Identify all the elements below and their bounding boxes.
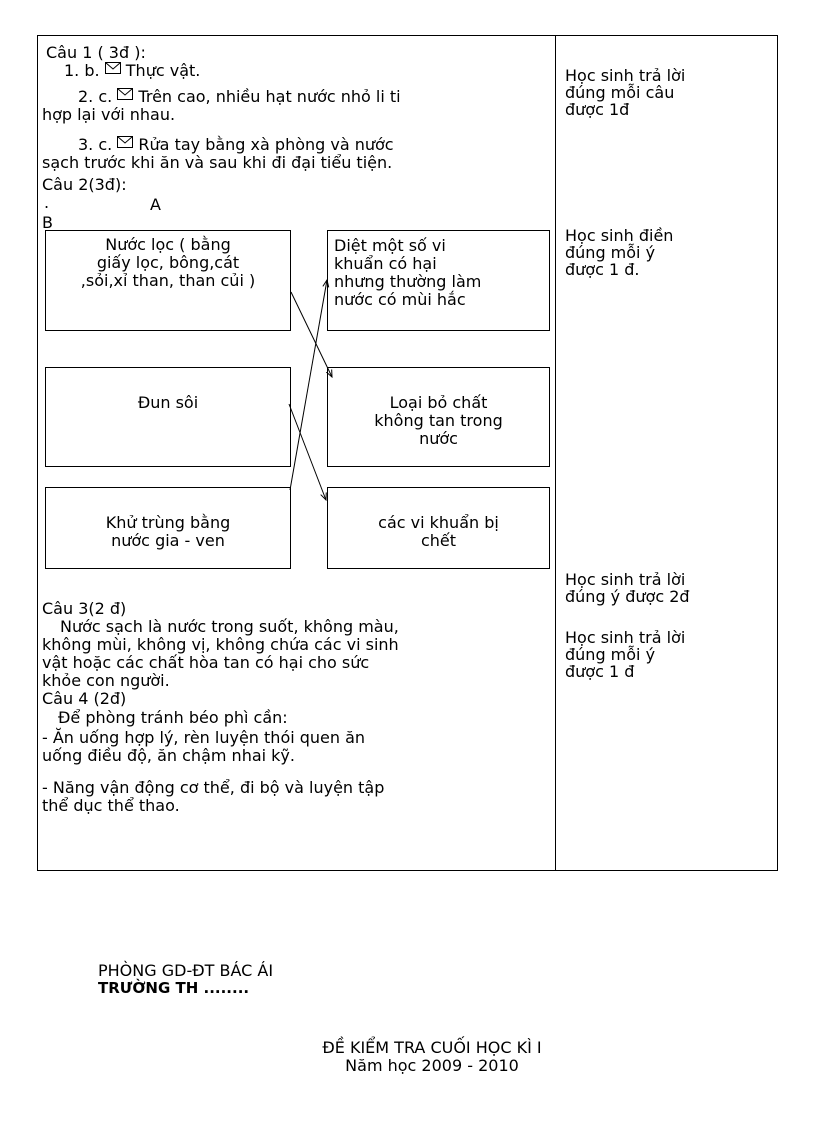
left-box-filter-line-1: Nước lọc ( bằng	[105, 235, 231, 254]
q1-answer-3-text: Rửa tay bằng xà phòng và nước	[138, 135, 394, 154]
q1-answer-1-text: Thực vật.	[125, 61, 201, 80]
school-name: TRƯỜNG TH ........	[98, 979, 250, 997]
right-box-3-line-2: chết	[420, 531, 457, 550]
q4-line-5: thể dục thể thao.	[42, 796, 180, 815]
q2-dot: .	[44, 193, 50, 212]
left-box-filter-line-2: giấy lọc, bông,cát	[96, 253, 240, 272]
grading-note-4	[565, 629, 685, 680]
right-box-3-line-1: các vi khuẩn bị	[378, 513, 499, 532]
q1-answer-2-text: Trên cao, nhiều hạt nước nhỏ li ti	[138, 87, 401, 106]
q1-answer-3-cont: sạch trước khi ăn và sau khi đi đại tiểu tiện.	[42, 153, 393, 172]
q2-title: Câu 2(3đ):	[42, 175, 127, 194]
grading-note-3	[565, 571, 690, 605]
arrow-boil-to-bacteria	[289, 404, 326, 500]
grading-note-4-line-2: đúng mỗi ý	[565, 645, 656, 664]
q4-line-3: uống điều độ, ăn chậm nhai kỹ.	[42, 746, 295, 765]
q1-answer-1-num: 1. b.	[64, 61, 100, 80]
left-box-javel-line-1: Khử trùng bằng	[105, 513, 231, 532]
grading-note-2-line-2: đúng mỗi ý	[565, 243, 656, 262]
grading-note-2-line-1: Học sinh điền	[565, 226, 674, 245]
grading-note-1-line-2: đúng mỗi câu	[565, 83, 675, 102]
q3-line-4: khỏe con người.	[42, 671, 170, 690]
right-box-2-line-2: không tan trong	[374, 411, 503, 430]
right-box-2-line-3: nước	[419, 429, 458, 448]
department-name: PHÒNG GD-ĐT BÁC ÁI	[98, 961, 274, 980]
grading-note-1-line-1: Học sinh trả lời	[565, 66, 686, 85]
exam-title: ĐỀ KIỂM TRA CUỐI HỌC KÌ I	[322, 1038, 542, 1057]
q1-answer-3-num: 3. c.	[78, 135, 113, 154]
grading-note-1	[565, 67, 685, 118]
q4-line-1: Để phòng tránh béo phì cần:	[58, 708, 288, 727]
grading-note-1-line-3: được 1đ	[565, 100, 630, 119]
q1-title: Câu 1 ( 3đ ):	[46, 43, 146, 62]
q3-line-2: không mùi, không vị, không chứa các vi sinh	[42, 635, 399, 654]
left-box-boil-line-1: Đun sôi	[137, 393, 199, 412]
q2-column-a: A	[150, 195, 161, 214]
left-box-javel-line-2: nước gia - ven	[111, 531, 225, 550]
grading-note-2-line-3: được 1 đ.	[565, 260, 640, 279]
grading-note-2	[565, 227, 673, 278]
q4-line-2: - Ăn uống hợp lý, rèn luyện thói quen ăn	[42, 728, 366, 747]
grading-note-3-line-1: Học sinh trả lời	[565, 570, 686, 589]
q2-column-b: B	[42, 213, 53, 232]
q1-answer-2-cont: hợp lại với nhau.	[42, 105, 176, 124]
right-box-2-line-1: Loại bỏ chất	[389, 393, 488, 412]
q4-title: Câu 4 (2đ)	[42, 689, 127, 708]
q3-title: Câu 3(2 đ)	[42, 599, 127, 618]
q3-line-3: vật hoặc các chất hòa tan có hại cho sức	[42, 653, 370, 672]
left-box-filter-line-3: ,sỏi,xỉ than, than củi )	[80, 271, 256, 290]
q3-line-1: Nước sạch là nước trong suốt, không màu,	[60, 617, 399, 636]
right-box-1-line-2: khuẩn có hại	[334, 254, 437, 273]
q1-answer-2-num: 2. c.	[78, 87, 113, 106]
school-year: Năm học 2009 - 2010	[345, 1056, 519, 1075]
grading-note-3-line-2: đúng ý được 2đ	[565, 587, 690, 606]
q4-line-4: - Năng vận động cơ thể, đi bộ và luyện tập	[42, 778, 385, 797]
right-box-1-line-1: Diệt một số vi	[334, 236, 446, 255]
arrow-javel-to-kill	[290, 280, 327, 490]
arrow-filter-to-remove	[291, 292, 332, 377]
right-box-1-line-3: nhưng thường làm	[334, 272, 482, 291]
grading-note-4-line-1: Học sinh trả lời	[565, 628, 686, 647]
grading-note-4-line-3: được 1 đ	[565, 662, 635, 681]
right-box-1-line-4: nước có mùi hắc	[334, 290, 466, 309]
